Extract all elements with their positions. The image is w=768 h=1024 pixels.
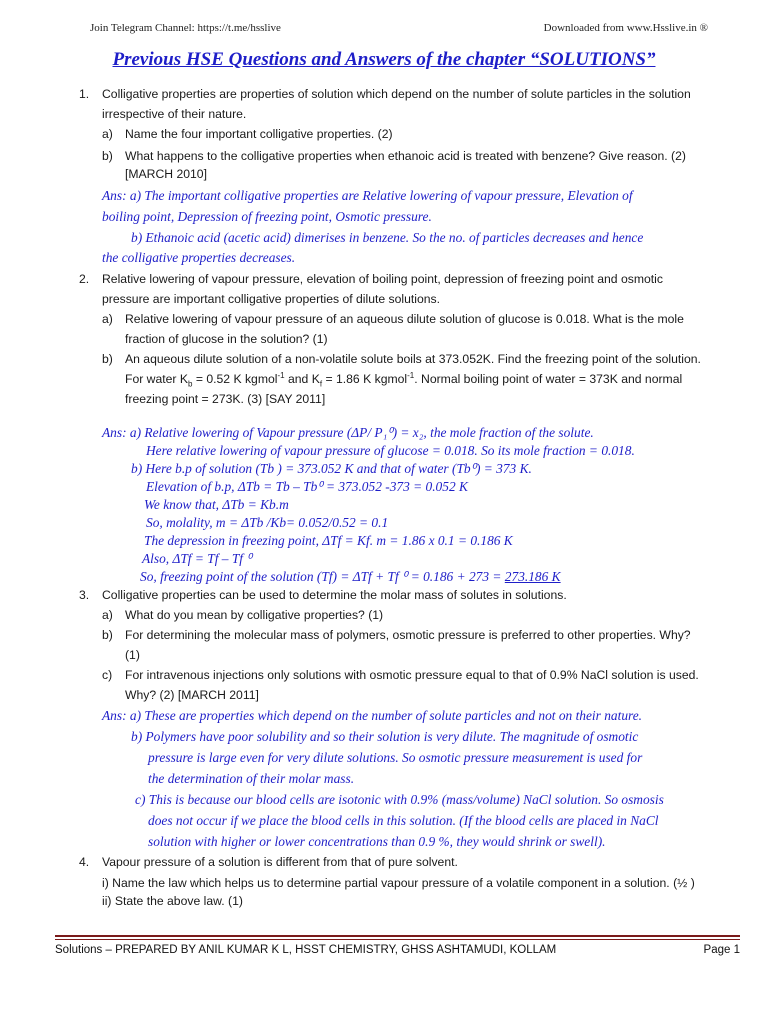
download-source-text: Downloaded from www.Hsslive.in ® (543, 22, 708, 34)
q4-text-line1: Vapour pressure of a solution is different from that of pure solvent. (102, 855, 458, 869)
q1b-tag: [MARCH 2010] (125, 167, 207, 181)
telegram-channel-text: Join Telegram Channel: https://t.me/hsslive (90, 22, 281, 34)
q1b-text: What happens to the colligative properties when ethanoic acid is treated with benzene? Give reason. (2) (125, 149, 686, 163)
freezing-point-result: 273.186 K (504, 569, 561, 584)
q1-answer-line4: the colligative properties decreases. (102, 250, 296, 265)
q3-text-line1: Colligative properties can be used to determine the molar mass of solutes in solutions. (102, 588, 567, 602)
q3-answer-line7: solution with higher or lower concentrations than 0.9 %, they would shrink or swell). (148, 834, 606, 849)
q1-answer-line3: b) Ethanoic acid (acetic acid) dimerises in benzene. So the no. of particles decreases and hence (131, 230, 644, 245)
q2a-label: a) (102, 312, 113, 326)
q3-answer-line2: b) Polymers have poor solubility and so their solution is very dilute. The magnitude of osmotic (131, 729, 639, 744)
q2-answer-line8: Also, ΔTf = Tf – Tf ⁰ (142, 551, 252, 566)
page-number: Page 1 (703, 944, 740, 956)
q2b-text-line1: An aqueous dilute solution of a non-volatile solute boils at 373.052K. Find the freezing point of the solution. (125, 352, 701, 366)
q3b-text-line1: For determining the molecular mass of polymers, osmotic pressure is preferred to other properties. Why? (125, 628, 691, 642)
q3b-text-line2: (1) (125, 648, 140, 662)
q2-answer-line4: Elevation of b.p, ΔTb = Tb – Tb⁰ = 373.052 -373 = 0.052 K (146, 479, 468, 494)
q3-answer-line3: pressure is large even for very dilute solutions. So osmotic pressure measurement is used for (148, 750, 643, 765)
q2a-text-line2: fraction of glucose in the solution? (1) (125, 332, 328, 346)
page-header (90, 22, 708, 38)
q3-number: 3. (79, 588, 90, 602)
q4i-text: i) Name the law which helps us to determine partial vapour pressure of a volatile component in a solution. (½ ) (102, 876, 695, 890)
page-title: Previous HSE Questions and Answers of the chapter “SOLUTIONS” (112, 49, 656, 70)
q3-answer-line1: Ans: a) These are properties which depend on the number of solute particles and not on their nature. (102, 708, 643, 723)
q2b-text-line3: freezing point = 273K. (3) [SAY 2011] (125, 392, 326, 406)
q1a-label: a) (102, 127, 113, 141)
q2b-text-line2: For water $K_b = 0.52$ K kgmol$^{-1}$ and $K_f = 1.86$ K kgmol$^{-1}$. Normal boiling point of water = 373K and normal (125, 370, 683, 389)
footer-divider-thick (55, 935, 740, 937)
q2b-label: b) (102, 352, 113, 366)
q2-answer-line6: So, molality, m = ΔTb /Kb= 0.052/0.52 = 0.1 (146, 515, 389, 530)
q3c-label: c) (102, 668, 113, 682)
q3a-text: What do you mean by colligative properties? (1) (125, 608, 384, 622)
q3-answer-line4: the determination of their molar mass. (148, 771, 355, 786)
q1a-text: Name the four important colligative properties. (2) (125, 127, 393, 141)
q1-number: 1. (79, 87, 90, 101)
q4-number: 4. (79, 855, 90, 869)
q2-number: 2. (79, 272, 90, 286)
page-footer (55, 944, 740, 960)
q1-answer-line1: Ans: a) The important colligative properties are Relative lowering of vapour pressure, Elevation of (102, 188, 633, 203)
q2a-text-line1: Relative lowering of vapour pressure of an aqueous dilute solution of glucose is 0.018. What is the mole (125, 312, 684, 326)
q2-answer-line5: We know that, ΔTb = Kb.m (144, 497, 289, 512)
q2-answer-line3: b) Here b.p of solution (Tb ) = 373.052 K and that of water (Tb⁰) = 373 K. (131, 461, 532, 476)
q1-text-line1: Colligative properties are properties of solution which depend on the number of solute particles in the solution (102, 87, 691, 101)
q2-answer-line9: So, freezing point of the solution (Tf) = ΔTf + Tf ⁰ = 0.186 + 273 = 273.186 K (140, 569, 561, 584)
q3c-text-line2: Why? (2) [MARCH 2011] (125, 688, 259, 702)
q2-answer-line7: The depression in freezing point, ΔTf = Kf. m = 1.86 x 0.1 = 0.186 K (144, 533, 513, 548)
q2-text-line1: Relative lowering of vapour pressure, elevation of boiling point, depression of freezing point and osmotic (102, 272, 663, 286)
q4ii-text: ii) State the above law. (1) (102, 894, 243, 908)
q1b-label: b) (102, 149, 113, 163)
footer-divider-thin (55, 939, 740, 940)
q3-answer-line6: does not occur if we place the blood cells in this solution. (If the blood cells are placed in NaCl (148, 813, 659, 828)
q3c-text-line1: For intravenous injections only solutions with osmotic pressure equal to that of 0.9% NaCl solution is used. (125, 668, 699, 682)
q2-text-line2: pressure are important colligative properties of dilute solutions. (102, 292, 441, 306)
q3a-label: a) (102, 608, 113, 622)
q3-answer-line5: c) This is because our blood cells are isotonic with 0.9% (mass/volume) NaCl solution. So osmosis (135, 792, 664, 807)
q3b-label: b) (102, 628, 113, 642)
footer-author-text: Solutions – PREPARED BY ANIL KUMAR K L, HSST CHEMISTRY, GHSS ASHTAMUDI, KOLLAM (55, 944, 557, 956)
q1-answer-line2: boiling point, Depression of freezing point, Osmotic pressure. (102, 209, 432, 224)
q2-answer-line1: Ans: a) Relative lowering of Vapour pressure (ΔP/ P₁⁰) = x₂, the mole fraction of the solute. (102, 425, 594, 440)
q1-text-line2: irrespective of their nature. (102, 107, 247, 121)
q2-answer-line2: Here relative lowering of vapour pressure of glucose = 0.018. So its mole fraction = 0.018. (146, 443, 635, 458)
